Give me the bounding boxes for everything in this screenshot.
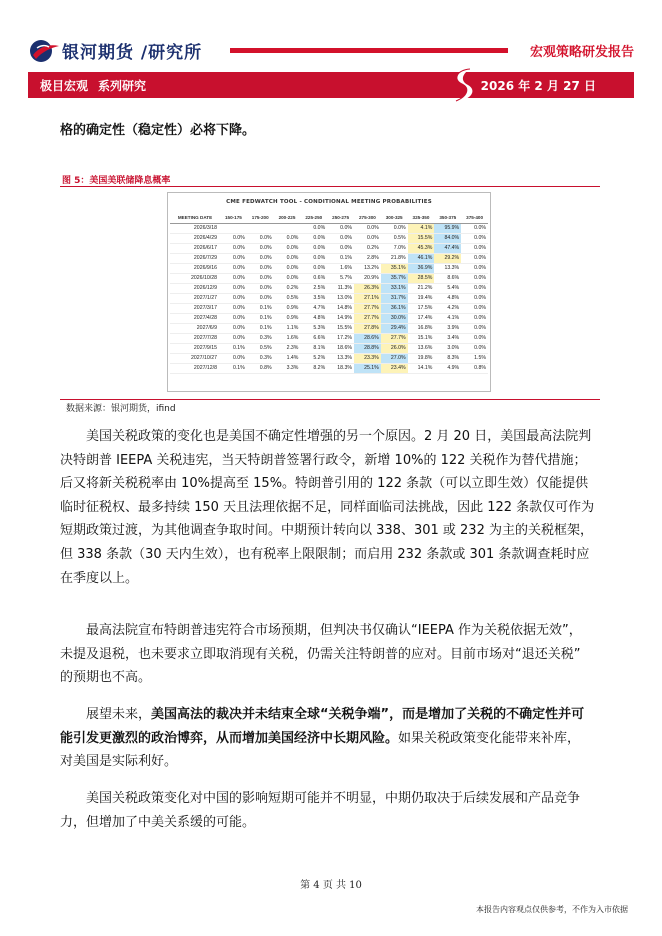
meeting-date-cell: 2027/10/27 bbox=[170, 353, 220, 363]
probability-cell: 23.4% bbox=[381, 363, 408, 373]
probability-cell: 0.0% bbox=[220, 303, 247, 313]
text-line: 美国关税政策变化对中国的影响短期可能并不明显，中期仍取决于后续发展和产品竞争 bbox=[86, 791, 581, 806]
probability-cell: 2.5% bbox=[300, 283, 327, 293]
column-header-rate: 275-300 bbox=[354, 213, 381, 223]
probability-cell: 19.8% bbox=[408, 353, 435, 363]
probability-cell: 4.2% bbox=[434, 303, 461, 313]
probability-cell: 0.0% bbox=[461, 223, 488, 233]
figure-caption: 图 5：美国美联储降息概率 bbox=[62, 176, 171, 186]
probability-cell: 26.3% bbox=[354, 283, 381, 293]
probability-cell: 0.0% bbox=[274, 233, 301, 243]
meeting-date-cell: 2027/7/28 bbox=[170, 333, 220, 343]
table-row bbox=[170, 333, 488, 343]
probability-cell: 0.0% bbox=[381, 223, 408, 233]
probability-cell: 19.4% bbox=[408, 293, 435, 303]
probability-cell: 8.2% bbox=[300, 363, 327, 373]
probability-cell: 25.1% bbox=[354, 363, 381, 373]
probability-cell: 0.8% bbox=[461, 363, 488, 373]
column-header-rate: 375-400 bbox=[461, 213, 488, 223]
probability-cell: 0.0% bbox=[327, 233, 354, 243]
probability-cell: 5.2% bbox=[300, 353, 327, 363]
probability-cell: 17.4% bbox=[408, 313, 435, 323]
probability-cell: 1.4% bbox=[274, 353, 301, 363]
meeting-date-cell: 2027/3/17 bbox=[170, 303, 220, 313]
probability-cell: 0.0% bbox=[461, 243, 488, 253]
probability-cell: 4.9% bbox=[434, 363, 461, 373]
probability-cell: 0.0% bbox=[247, 283, 274, 293]
probability-cell: 33.1% bbox=[381, 283, 408, 293]
probability-cell: 1.6% bbox=[274, 333, 301, 343]
fedwatch-table-image bbox=[167, 192, 491, 392]
probability-cell: 0.0% bbox=[220, 333, 247, 343]
probability-cell: 0.0% bbox=[327, 243, 354, 253]
probability-cell: 28.6% bbox=[354, 333, 381, 343]
probability-cell: 17.5% bbox=[408, 303, 435, 313]
bold-text-run: 能引发更激烈的政治博弈，从而增加美国经济中长期风险。 bbox=[60, 730, 399, 746]
column-header-rate: 200-225 bbox=[274, 213, 301, 223]
probability-cell: 0.0% bbox=[220, 253, 247, 263]
probability-cell: 13.2% bbox=[354, 263, 381, 273]
probability-cell: 14.8% bbox=[327, 303, 354, 313]
probability-cell: 0.5% bbox=[247, 343, 274, 353]
meeting-date-cell: 2026/9/16 bbox=[170, 263, 220, 273]
brand-separator: / bbox=[140, 43, 149, 63]
text-line bbox=[60, 703, 603, 727]
probability-cell: 0.0% bbox=[354, 233, 381, 243]
text-line: 临时征税权、最多持续 150 天且法理依据不足，同样面临司法挑战，因此 122 条款仅可作为 bbox=[60, 499, 595, 515]
probability-cell: 27.7% bbox=[381, 333, 408, 343]
fedwatch-table bbox=[170, 213, 488, 374]
report-type: 宏观策略研发报告 bbox=[529, 45, 634, 60]
table-row bbox=[170, 253, 488, 263]
table-row bbox=[170, 293, 488, 303]
brand-dept: 研究所 bbox=[148, 43, 203, 63]
probability-cell: 45.3% bbox=[408, 243, 435, 253]
meeting-date-cell: 2027/1/27 bbox=[170, 293, 220, 303]
probability-cell: 5.4% bbox=[434, 283, 461, 293]
probability-cell: 0.0% bbox=[461, 283, 488, 293]
meeting-date-cell: 2027/12/8 bbox=[170, 363, 220, 373]
probability-cell: 17.2% bbox=[327, 333, 354, 343]
probability-cell: 21.8% bbox=[381, 253, 408, 263]
probability-cell: 31.7% bbox=[381, 293, 408, 303]
probability-cell: 3.9% bbox=[434, 323, 461, 333]
probability-cell: 46.1% bbox=[408, 253, 435, 263]
probability-cell: 0.6% bbox=[300, 273, 327, 283]
probability-cell: 0.0% bbox=[220, 293, 247, 303]
probability-cell: 28.5% bbox=[408, 273, 435, 283]
probability-cell: 29.2% bbox=[434, 253, 461, 263]
probability-cell: 0.1% bbox=[220, 343, 247, 353]
probability-cell: 0.0% bbox=[461, 313, 488, 323]
meeting-date-cell: 2027/6/9 bbox=[170, 323, 220, 333]
swoosh-logo-icon bbox=[450, 66, 478, 104]
probability-cell: 23.3% bbox=[354, 353, 381, 363]
text-line: 决特朗普 IEEPA 关税违宪，当天特朗普签署行政令，新增 10%的 122 关税作为替代措施； bbox=[60, 452, 587, 468]
probability-cell: 3.4% bbox=[434, 333, 461, 343]
probability-cell: 0.0% bbox=[300, 233, 327, 243]
probability-cell: 16.8% bbox=[408, 323, 435, 333]
probability-cell: 0.0% bbox=[220, 273, 247, 283]
probability-cell: 21.2% bbox=[408, 283, 435, 293]
table-row bbox=[170, 233, 488, 243]
figure-top-rule bbox=[60, 186, 600, 187]
meeting-date-cell: 2026/12/9 bbox=[170, 283, 220, 293]
probability-cell: 5.7% bbox=[327, 273, 354, 283]
disclaimer: 本报告内容观点仅供参考，不作为入市依据 bbox=[476, 905, 628, 914]
text-line: 在季度以上。 bbox=[60, 570, 139, 586]
table-row bbox=[170, 343, 488, 353]
column-header-rate: 250-275 bbox=[327, 213, 354, 223]
probability-cell: 36.1% bbox=[381, 303, 408, 313]
column-header-date: MEETING DATE bbox=[170, 213, 220, 223]
column-header-rate: 150-175 bbox=[220, 213, 247, 223]
report-date: 2026 年 2 月 27 日 bbox=[480, 79, 596, 93]
band-category-label: 极目宏观 bbox=[40, 79, 89, 93]
probability-cell: 0.0% bbox=[247, 243, 274, 253]
probability-cell: 1.5% bbox=[461, 353, 488, 363]
probability-cell: 13.3% bbox=[327, 353, 354, 363]
text-line: 未提及退税，也未要求立即取消现有关税，仍需关注特朗普的应对。目前市场对“退还关税” bbox=[60, 646, 581, 662]
meeting-date-cell: 2026/3/18 bbox=[170, 223, 220, 233]
table-row bbox=[170, 303, 488, 313]
probability-cell: 0.9% bbox=[274, 313, 301, 323]
probability-cell: 13.3% bbox=[434, 263, 461, 273]
probability-cell: 0.0% bbox=[461, 273, 488, 283]
probability-cell: 27.7% bbox=[354, 313, 381, 323]
bold-text-run: 美国高法的裁决并未结束全球“关税争端”，而是增加了关税的不确定性并可 bbox=[151, 707, 585, 722]
probability-cell: 18.3% bbox=[327, 363, 354, 373]
paragraph-china-impact bbox=[60, 787, 603, 834]
probability-cell: 0.0% bbox=[220, 263, 247, 273]
probability-cell: 14.1% bbox=[408, 363, 435, 373]
probability-cell: 28.8% bbox=[354, 343, 381, 353]
probability-cell: 0.0% bbox=[461, 293, 488, 303]
probability-cell: 5.3% bbox=[300, 323, 327, 333]
probability-cell: 0.0% bbox=[247, 233, 274, 243]
text-line: 的预期也不高。 bbox=[60, 670, 152, 686]
probability-cell: 0.0% bbox=[274, 253, 301, 263]
probability-cell: 0.1% bbox=[327, 253, 354, 263]
band-category bbox=[40, 77, 156, 94]
table-body bbox=[170, 223, 488, 373]
fedwatch-table-title: CME FEDWATCH TOOL - CONDITIONAL MEETING PROBABILITIES bbox=[226, 199, 432, 205]
probability-cell: 13.6% bbox=[408, 343, 435, 353]
probability-cell: 84.0% bbox=[434, 233, 461, 243]
column-header-rate: 350-375 bbox=[434, 213, 461, 223]
probability-cell bbox=[220, 223, 247, 233]
probability-cell: 0.0% bbox=[461, 333, 488, 343]
probability-cell: 1.1% bbox=[274, 323, 301, 333]
intro-sentence: 格的确定性（稳定性）必将下降。 bbox=[60, 123, 256, 138]
probability-cell: 0.0% bbox=[247, 253, 274, 263]
meeting-date-cell: 2027/9/15 bbox=[170, 343, 220, 353]
text-run: 展望未来， bbox=[86, 707, 152, 722]
probability-cell: 0.0% bbox=[461, 263, 488, 273]
table-row bbox=[170, 363, 488, 373]
probability-cell: 36.9% bbox=[408, 263, 435, 273]
probability-cell: 27.0% bbox=[381, 353, 408, 363]
probability-cell: 15.5% bbox=[327, 323, 354, 333]
probability-cell: 0.1% bbox=[247, 313, 274, 323]
probability-cell: 0.0% bbox=[220, 323, 247, 333]
meeting-date-cell: 2026/7/29 bbox=[170, 253, 220, 263]
probability-cell: 0.0% bbox=[274, 263, 301, 273]
brand-title bbox=[62, 38, 202, 63]
figure-source: 数据来源：银河期货，ifind bbox=[66, 404, 176, 414]
table-row bbox=[170, 263, 488, 273]
probability-cell: 0.0% bbox=[327, 223, 354, 233]
probability-cell: 0.0% bbox=[300, 223, 327, 233]
probability-cell: 0.0% bbox=[247, 263, 274, 273]
probability-cell: 11.3% bbox=[327, 283, 354, 293]
paragraph-market-expectation bbox=[60, 619, 603, 690]
column-header-rate: 300-325 bbox=[381, 213, 408, 223]
table-row bbox=[170, 273, 488, 283]
probability-cell: 15.5% bbox=[408, 233, 435, 243]
probability-cell: 4.8% bbox=[300, 313, 327, 323]
probability-cell: 2.8% bbox=[354, 253, 381, 263]
probability-cell: 20.9% bbox=[354, 273, 381, 283]
paragraph-outlook bbox=[60, 703, 603, 774]
probability-cell: 4.8% bbox=[434, 293, 461, 303]
probability-cell: 8.6% bbox=[434, 273, 461, 283]
probability-cell: 0.5% bbox=[381, 233, 408, 243]
probability-cell bbox=[247, 223, 274, 233]
figure-bottom-rule bbox=[60, 399, 600, 400]
probability-cell: 0.0% bbox=[220, 283, 247, 293]
probability-cell: 27.8% bbox=[354, 323, 381, 333]
probability-cell: 0.0% bbox=[461, 323, 488, 333]
probability-cell: 8.1% bbox=[300, 343, 327, 353]
probability-cell: 0.0% bbox=[220, 233, 247, 243]
probability-cell: 0.0% bbox=[300, 243, 327, 253]
probability-cell: 0.0% bbox=[354, 223, 381, 233]
probability-cell: 0.0% bbox=[247, 273, 274, 283]
paragraph-tariff-ruling bbox=[60, 425, 603, 590]
probability-cell: 0.5% bbox=[274, 293, 301, 303]
probability-cell: 4.1% bbox=[434, 313, 461, 323]
table-header-row bbox=[170, 213, 488, 223]
probability-cell: 29.4% bbox=[381, 323, 408, 333]
brand-name: 银河期货 bbox=[62, 43, 134, 63]
probability-cell: 3.5% bbox=[300, 293, 327, 303]
meeting-date-cell: 2027/4/28 bbox=[170, 313, 220, 323]
probability-cell: 30.0% bbox=[381, 313, 408, 323]
text-line: 美国关税政策的变化也是美国不确定性增强的另一个原因。2 月 20 日，美国最高法院判 bbox=[86, 429, 592, 444]
probability-cell: 8.3% bbox=[434, 353, 461, 363]
probability-cell: 0.0% bbox=[220, 353, 247, 363]
probability-cell: 95.9% bbox=[434, 223, 461, 233]
column-header-rate: 225-250 bbox=[300, 213, 327, 223]
probability-cell: 27.7% bbox=[354, 303, 381, 313]
probability-cell: 6.6% bbox=[300, 333, 327, 343]
probability-cell: 0.2% bbox=[354, 243, 381, 253]
table-row bbox=[170, 223, 488, 233]
band-series-label: 系列研究 bbox=[98, 79, 147, 93]
probability-cell: 0.0% bbox=[247, 293, 274, 303]
probability-cell: 0.0% bbox=[461, 233, 488, 243]
probability-cell: 26.0% bbox=[381, 343, 408, 353]
probability-cell: 0.0% bbox=[300, 253, 327, 263]
probability-cell: 0.1% bbox=[247, 323, 274, 333]
probability-cell: 0.0% bbox=[220, 313, 247, 323]
table-row bbox=[170, 353, 488, 363]
probability-cell: 14.9% bbox=[327, 313, 354, 323]
probability-cell: 2.3% bbox=[274, 343, 301, 353]
probability-cell: 4.7% bbox=[300, 303, 327, 313]
text-line: 后又将新关税税率由 10%提高至 15%。特朗普引用的 122 条款（可以立即生效）仅能提供 bbox=[60, 476, 589, 492]
probability-cell: 4.1% bbox=[408, 223, 435, 233]
text-line: 力，但增加了中美关系缓的可能。 bbox=[60, 814, 256, 830]
probability-cell: 0.0% bbox=[461, 343, 488, 353]
probability-cell: 35.7% bbox=[381, 273, 408, 283]
probability-cell: 0.8% bbox=[247, 363, 274, 373]
probability-cell: 3.0% bbox=[434, 343, 461, 353]
header-divider bbox=[230, 48, 508, 53]
text-line bbox=[60, 727, 603, 751]
probability-cell: 0.0% bbox=[461, 253, 488, 263]
probability-cell: 0.3% bbox=[247, 353, 274, 363]
table-row bbox=[170, 283, 488, 293]
probability-cell: 0.0% bbox=[300, 263, 327, 273]
text-run: 如果关税政策变化能带来补库， bbox=[398, 730, 581, 746]
probability-cell: 7.0% bbox=[381, 243, 408, 253]
column-header-rate: 175-200 bbox=[247, 213, 274, 223]
table-row bbox=[170, 243, 488, 253]
probability-cell: 0.1% bbox=[247, 303, 274, 313]
probability-cell bbox=[274, 223, 301, 233]
probability-cell: 3.3% bbox=[274, 363, 301, 373]
probability-cell: 18.6% bbox=[327, 343, 354, 353]
text-line: 对美国是实际利好。 bbox=[60, 754, 178, 770]
meeting-date-cell: 2026/10/28 bbox=[170, 273, 220, 283]
probability-cell: 0.3% bbox=[247, 333, 274, 343]
probability-cell: 13.0% bbox=[327, 293, 354, 303]
page-number: 第 4 页 共 10 bbox=[300, 880, 362, 891]
probability-cell: 0.0% bbox=[274, 273, 301, 283]
table-row bbox=[170, 323, 488, 333]
probability-cell: 0.1% bbox=[220, 363, 247, 373]
probability-cell: 0.2% bbox=[274, 283, 301, 293]
probability-cell: 0.0% bbox=[461, 303, 488, 313]
probability-cell: 1.6% bbox=[327, 263, 354, 273]
text-line: 短期政策过渡，为其他调查争取时间。中期预计转向以 338、301 或 232 为主的关税框架， bbox=[60, 523, 593, 539]
galaxy-logo-icon bbox=[28, 38, 60, 64]
probability-cell: 0.0% bbox=[220, 243, 247, 253]
probability-cell: 35.1% bbox=[381, 263, 408, 273]
probability-cell: 0.9% bbox=[274, 303, 301, 313]
meeting-date-cell: 2026/6/17 bbox=[170, 243, 220, 253]
column-header-rate: 325-350 bbox=[408, 213, 435, 223]
text-line: 但 338 条款（30 天内生效），也有税率上限限制；而启用 232 条款或 301 条款调查耗时应 bbox=[60, 546, 590, 562]
meeting-date-cell: 2026/4/29 bbox=[170, 233, 220, 243]
table-row bbox=[170, 313, 488, 323]
probability-cell: 27.1% bbox=[354, 293, 381, 303]
text-line: 最高法院宣布特朗普违宪符合市场预期，但判决书仅确认“IEEPA 作为关税依据无效”， bbox=[86, 623, 582, 638]
probability-cell: 15.1% bbox=[408, 333, 435, 343]
probability-cell: 0.0% bbox=[274, 243, 301, 253]
probability-cell: 47.4% bbox=[434, 243, 461, 253]
title-band bbox=[28, 72, 634, 98]
